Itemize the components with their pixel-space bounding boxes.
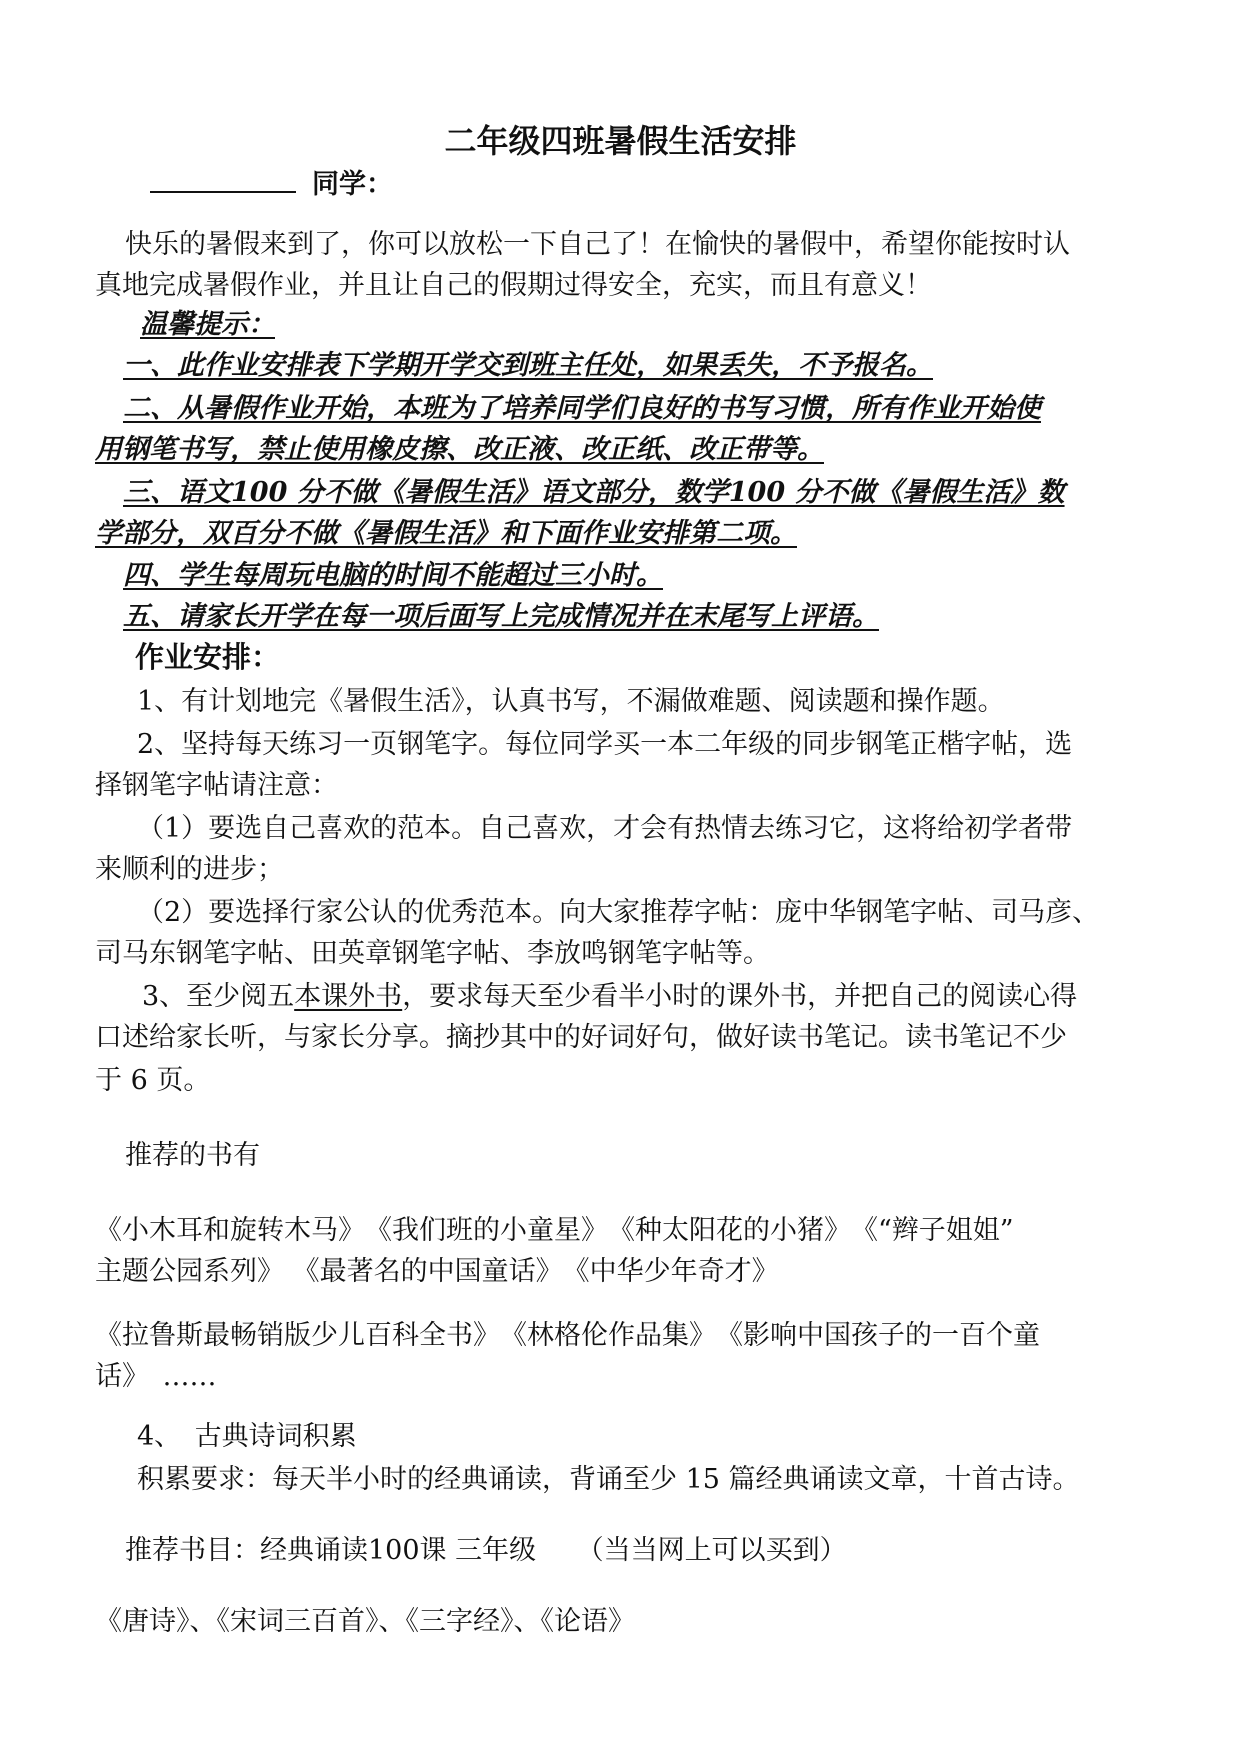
item-2-sub2-line-2: 司马东钢笔字帖、田英章钢笔字帖、李放鸣钢笔字帖等。 [95,938,770,969]
item-1: 1、有计划地完《暑假生活》，认真书写，不漏做难题、阅读题和操作题。 [137,686,1005,717]
tip-3-line-2: 学部分，双百分不做《暑假生活》和下面作业安排第二项。 [95,518,797,549]
item-4-requirement: 积累要求：每天半小时的经典诵读，背诵至少 15 篇经典诵读文章，十首古诗。 [137,1464,1080,1495]
item-3-suffix: ，要求每天至少看半小时的课外书，并把自己的阅读心得 [402,981,1078,1012]
tip-1: 一、此作业安排表下学期开学交到班主任处，如果丢失，不予报名。 [123,350,933,381]
name-blank [150,165,296,193]
tip-4: 四、学生每周玩电脑的时间不能超过三小时。 [123,560,663,591]
greeting-line [150,162,393,201]
recommend-heading: 推荐的书有 [125,1140,260,1171]
item-3-prefix: 3、至少阅五 [142,981,295,1012]
item-3-line-3: 于 6 页。 [95,1065,211,1096]
item-2-line-1: 2、坚持每天练习一页钢笔字。每位同学买一本二年级的同步钢笔正楷字帖，选 [137,729,1073,760]
books-line-4: 话》 …… [95,1361,217,1392]
books-line-3: 《拉鲁斯最畅销版少儿百科全书》 《林格伦作品集》 《影响中国孩子的一百个童 [95,1320,1040,1351]
books-line-2: 主题公园系列》 《最著名的中国童话》 《中华少年奇才》 [95,1256,779,1287]
intro-line-1: 快乐的暑假来到了，你可以放松一下自己了！在愉快的暑假中，希望你能按时认 [125,229,1070,260]
item-2-sub2-line-1: （2）要选择行家公认的优秀范本。向大家推荐字帖：庞中华钢笔字帖、司马彦、 [137,897,1100,928]
homework-heading: 作业安排： [135,640,281,674]
books-line-1: 《小木耳和旋转木马》 《我们班的小童星》 《种太阳花的小猪》 《“辫子姐姐” [95,1215,1014,1246]
page-title: 二年级四班暑假生活安排 [444,122,797,160]
item-4-titles: 《唐诗》、《宋词三百首》、《三字经》、《论语》 [95,1606,635,1637]
tips-heading: 温馨提示： [140,309,275,340]
item-3-line-1 [142,978,1202,1016]
tip-2-line-2: 用钢笔书写，禁止使用橡皮擦、改正液、改正纸、改正带等。 [95,434,824,465]
greeting-suffix: 同学： [312,169,393,200]
item-2-sub1-line-2: 来顺利的进步； [95,854,284,885]
tip-5: 五、请家长开学在每一项后面写上完成情况并在末尾写上评语。 [123,601,879,632]
item-3-underlined: 本课外书 [294,981,403,1012]
item-4-books: 推荐书目：经典诵读100课 三年级 （当当网上可以买到） [125,1535,847,1566]
tip-2-line-1: 二、从暑假作业开始，本班为了培养同学们良好的书写习惯，所有作业开始使 [123,393,1041,424]
intro-line-2: 真地完成暑假作业，并且让自己的假期过得安全，充实，而且有意义！ [95,270,932,301]
item-2-line-2: 择钢笔字帖请注意： [95,770,338,801]
item-2-sub1-line-1: （1）要选自己喜欢的范本。自己喜欢，才会有热情去练习它，这将给初学者带 [137,813,1073,844]
item-3-line-2: 口述给家长听，与家长分享。摘抄其中的好词好句，做好读书笔记。读书笔记不少 [95,1022,1067,1053]
tip-3-line-1: 三、语文100 分不做《暑假生活》语文部分，数学100 分不做《暑假生活》数 [123,477,1065,508]
item-4: 4、 古典诗词积累 [137,1421,357,1452]
